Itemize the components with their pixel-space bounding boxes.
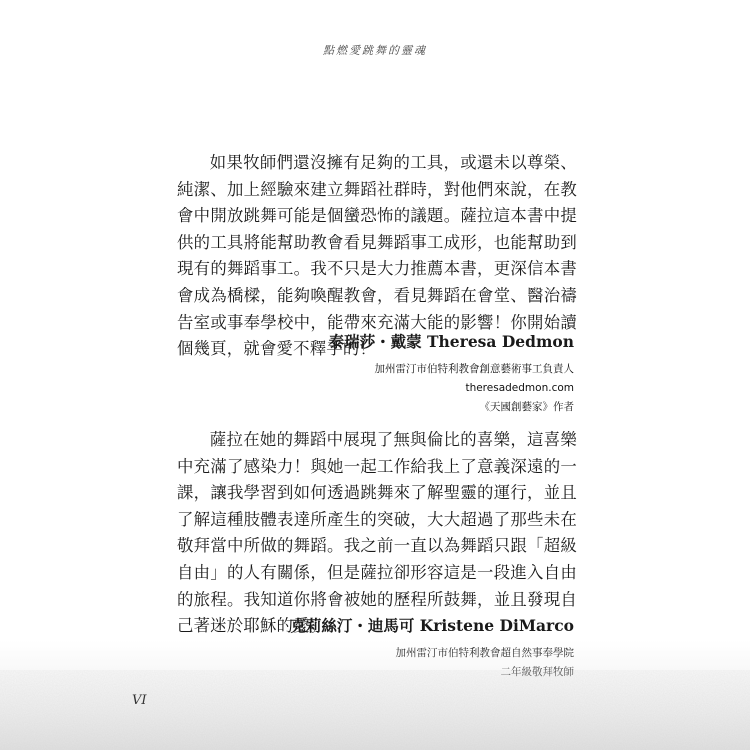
paper-texture-decoration [0, 640, 750, 750]
endorsement-paragraph-2: 薩拉在她的舞蹈中展現了無與倫比的喜樂，這喜樂中充滿了感染力！與她一起工作給我上了意義深遠的一課，讓我學習到如何透過跳舞來了解聖靈的運行，並且了解這種肢體表達所產生的突破，大大超過了那些未在敬拜當中所做的舞蹈。我之前一直以為舞蹈只跟「超級自由」的人有關係，但是薩拉卻形容這是一段進入自由的旅程。我知道你將會被她的歷程所鼓舞，並且發現自己著迷於耶穌的愛。 [177, 430, 577, 636]
endorsement-signature-1 [329, 330, 574, 417]
running-head: 點燃愛跳舞的靈魂 [323, 44, 427, 57]
endorser-book: 《天國創藝家》作者 [479, 401, 574, 413]
endorsement-paragraph-1: 如果牧師們還沒擁有足夠的工具，或還未以尊榮、純潔、加上經驗來建立舞蹈社群時，對他們來說，在教會中開放跳舞可能是個蠻恐怖的議題。薩拉這本書中提供的工具將能幫助教會看見舞蹈事工成形，也能幫助到現有的舞蹈事工。我不只是大力推薦本書，更深信本書會成為橋樑，能夠喚醒教會，看見舞蹈在會堂、醫治禱告室或事奉學校中，能帶來充滿大能的影響！你開始讀個幾頁，就會愛不釋手的！ [177, 153, 577, 359]
endorser-name: 克莉絲汀・迪馬可 Kristene DiMarco [290, 616, 574, 635]
endorser-website: theresadedmon.com [465, 382, 574, 394]
endorser-title: 加州雷汀市伯特利教會創意藝術事工負責人 [374, 363, 574, 375]
endorser-name: 泰瑞莎・戴蒙 Theresa Dedmon [328, 332, 574, 351]
page-number: VI [132, 693, 147, 708]
